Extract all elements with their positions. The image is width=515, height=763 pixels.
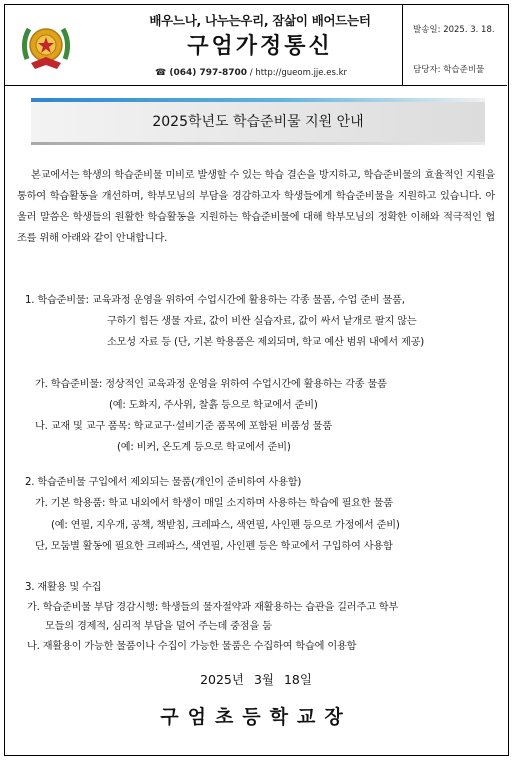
section2-line1: 2. 학습준비물 구입에서 제외되는 물품(개인이 준비하여 사용함)	[25, 477, 302, 488]
newsletter-page	[4, 4, 509, 756]
section1-line2: 구하기 힘든 생물 자료, 값이 비싼 실습자료, 값이 싸서 낱개로 팔지 않는	[107, 316, 417, 327]
section3-line1: 3. 재활용 및 수집	[25, 582, 102, 593]
newsletter-header	[5, 5, 507, 86]
issue-date: 발송일: 2025. 3. 18.	[413, 25, 495, 35]
manager: 담당자: 학습준비물	[413, 65, 485, 75]
section1-line3: 소모성 자료 등 (단, 기본 학용품은 제외되며, 학교 예산 범위 내에서 제공)	[107, 337, 424, 348]
section3-item-a-line1: 가. 학습준비물 부담 경감시행: 학생들의 물자절약과 재활용하는 습관을 길러주고 학부	[27, 602, 399, 613]
school-motto: 배우느나, 나누는우리, 잠삶이 배어드는터	[149, 13, 371, 28]
notice-date: 2025년 3월 18일	[200, 672, 312, 687]
website-link[interactable]: / http://gueom.jje.es.kr	[249, 68, 347, 78]
newsletter-title: 구엄가정통신	[187, 34, 333, 59]
section1-item-b: 나. 교재 및 교구 품목: 학교교구·설비기준 품목에 포함된 비품성 물품	[35, 421, 332, 432]
intro-paragraph: 본교에서는 학생의 학습준비물 미비로 발생할 수 있는 학습 결손을 방지하고, 학습준비물의 효율적인 지원을 통하여 학습활동을 개선하며, 학부모님의 부담을 경감하고자 학생들에게 학습준비물을 지원하고 있습니다. 아울러 말씀은 학생들의 원활한 학습활동을 지원하는 학습준비물에 대해 학부모님의 정확한 이해와 적극적인 협조를 위해 아래와 같이 안내합니다.	[17, 170, 495, 244]
notice-title-banner: 2025학년도 학습준비물 지원 안내	[31, 102, 485, 143]
contact-info	[155, 68, 347, 78]
section2-note: 단, 모둠별 활동에 필요한 크레파스, 색연필, 사인펜 등은 학교에서 구입하여 사용함	[35, 541, 393, 552]
section3-item-b: 나. 재활용이 가능한 물품이나 수집이 가능한 물품은 수집하여 학습에 이용함	[27, 641, 357, 652]
section1-item-b-example: (예: 비커, 온도계 등으로 학교에서 준비)	[117, 442, 291, 453]
section1-item-a-example: (예: 도화지, 주사위, 찰흙 등으로 학교에서 준비)	[109, 400, 318, 411]
section2-item-a-example: (예: 연필, 지우개, 공책, 책받침, 크레파스, 색연필, 사인펜 등으로 가정에서 준비)	[51, 520, 400, 531]
section2-item-a: 가. 기본 학용품: 학교 내외에서 학생이 매일 소지하며 사용하는 학습에 필요한 물품	[35, 498, 393, 509]
principal-signature: 구엄초등학교장	[160, 706, 352, 728]
issue-info-box	[402, 5, 508, 85]
banner-bottom-bar	[31, 142, 485, 145]
section1-item-a: 가. 학습준비물: 정상적인 교육과정 운영을 위하여 수업시간에 활용하는 각종 물품	[35, 379, 387, 390]
section3-item-a-line2: 모들의 경제적, 심리적 부담을 덜어 주는데 중점을 둠	[45, 621, 272, 632]
section1-line1: 1. 학습준비물: 교육과정 운영을 위하여 수업시간에 활용하는 각종 물품, 수업 준비 물품,	[25, 295, 405, 306]
school-emblem-icon	[19, 19, 73, 73]
phone-number: ☎ (064) 797-8700	[155, 68, 248, 78]
